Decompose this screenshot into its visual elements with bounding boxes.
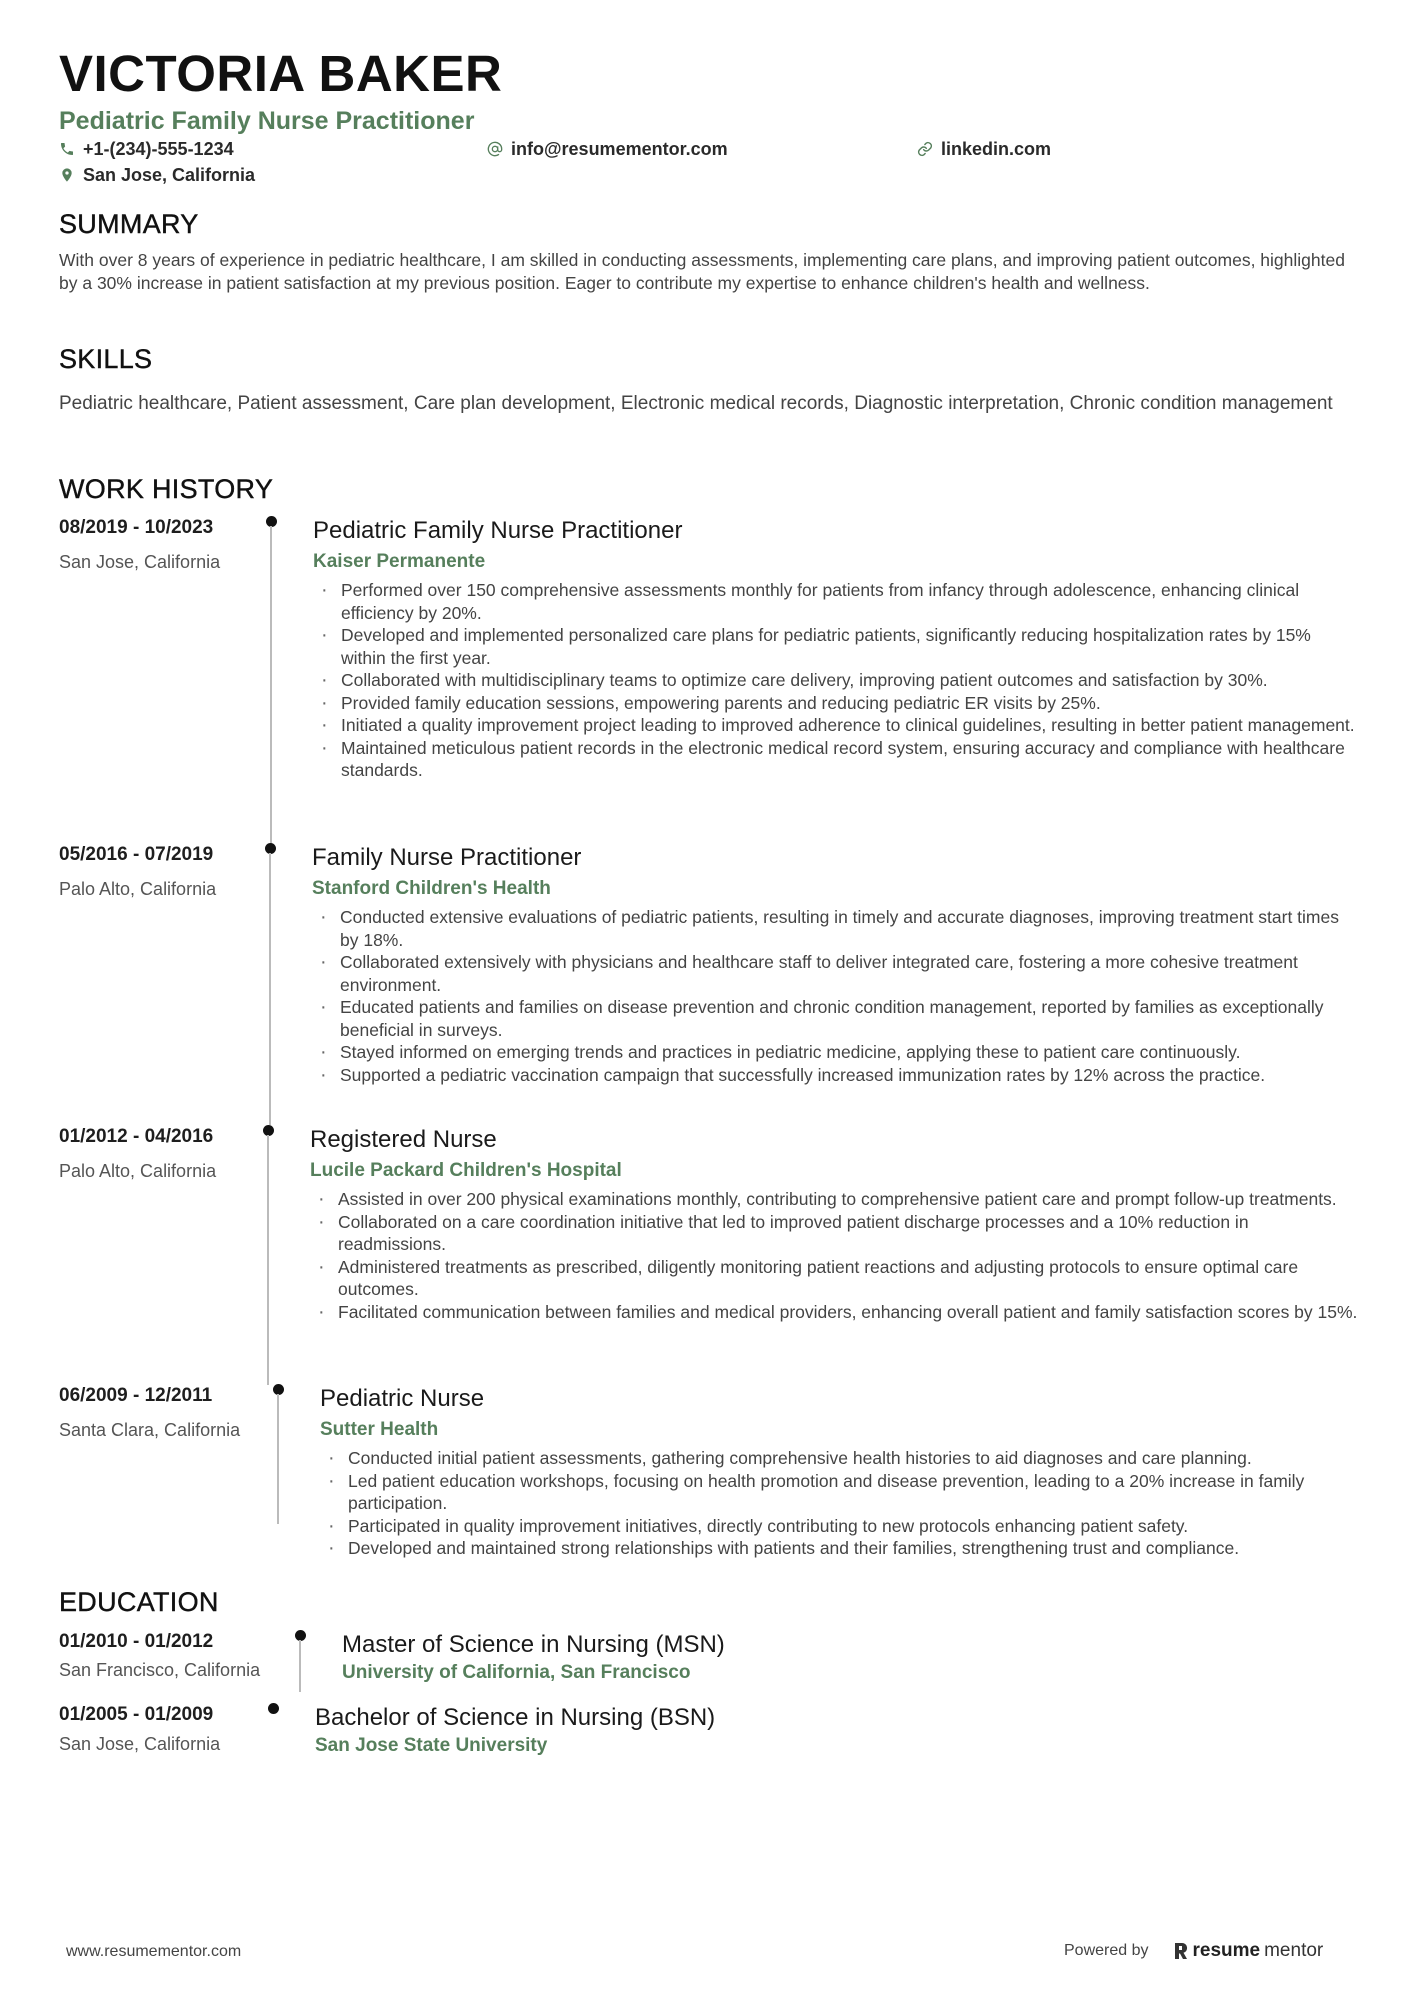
job-title: Pediatric Nurse [320,1385,485,1412]
contact-phone[interactable] [59,138,234,160]
candidate-name: VICTORIA BAKER [59,45,503,102]
company-name: Sutter Health [320,1419,439,1440]
powered-by-text: Powered by [1064,1942,1149,1959]
bullet-item: · Conducted initial patient assessments, gathering comprehensive health histories to aid diagnoses and care planning. [320,1447,1359,1470]
work-location: San Jose, California [59,552,221,572]
candidate-title: Pediatric Family Nurse Practitioner [59,107,475,135]
linkedin-text: linkedin.com [941,139,1052,159]
bullet-item: · Supported a pediatric vaccination campaign that successfully increased immunization rates by 12% across the practice. [312,1064,1359,1087]
education-heading: EDUCATION [59,1587,219,1617]
bullet-item: · Led patient education workshops, focusing on health promotion and disease prevention, leading to a 20% increase in family participation. [320,1470,1359,1515]
timeline-line [267,1135,269,1385]
education-dates: 01/2005 - 01/2009 [59,1704,214,1725]
summary-heading: SUMMARY [59,209,199,239]
job-title: Family Nurse Practitioner [312,844,582,871]
contact-linkedin[interactable] [917,138,1051,160]
timeline-line [270,526,272,846]
job-title: Pediatric Family Nurse Practitioner [313,517,683,544]
company-name: Lucile Packard Children's Hospital [310,1160,622,1181]
work-details [320,1384,1359,1560]
bullet-item: · Collaborated with multidisciplinary teams to optimize care delivery, improving patient outcomes and satisfaction by 30%. [313,669,1359,692]
work-entry [59,516,1359,836]
footer-branding [1064,1940,1323,1962]
summary-text: With over 8 years of experience in pediatric healthcare, I am skilled in conducting assessments, implementing care plans, and improving patient outcomes, highlighted by a 30% increase in patient satisfaction at my previous position. Eager to contribute my expertise to enhance children's health and wellness. [59,250,1345,293]
education-entry [59,1703,1359,1763]
education-details [315,1703,1359,1759]
location-text: San Jose, California [83,165,256,185]
work-dates: 01/2012 - 04/2016 [59,1126,214,1147]
company-name: Stanford Children's Health [312,878,551,899]
education-dates: 01/2010 - 01/2012 [59,1631,214,1652]
timeline-line [299,1640,301,1692]
education-location: San Francisco, California [59,1660,261,1680]
job-title: Registered Nurse [310,1126,497,1153]
work-location: Santa Clara, California [59,1420,241,1440]
contact-location [59,164,255,186]
education-location: San Jose, California [59,1734,221,1754]
education-details [342,1630,1359,1686]
company-name: Kaiser Permanente [313,551,486,572]
location-pin-icon [59,167,75,183]
bullet-item: · Conducted extensive evaluations of pediatric patients, resulting in timely and accurate diagnoses, improving treatment start times by 18%. [312,906,1359,951]
work-location: Palo Alto, California [59,879,217,899]
bullet-item: · Facilitated communication between families and medical providers, enhancing overall patient and family satisfaction scores by 15%. [310,1301,1359,1324]
timeline-dot [268,1703,279,1714]
work-details [313,516,1359,782]
job-bullets [320,1447,1359,1560]
bullet-item: · Collaborated extensively with physicians and healthcare staff to deliver integrated care, fostering a more cohesive treatment environment. [312,951,1359,996]
degree-title: Master of Science in Nursing (MSN) [342,1631,725,1658]
work-dates: 05/2016 - 07/2019 [59,844,214,865]
work-location: Palo Alto, California [59,1161,217,1181]
bullet-item: · Participated in quality improvement initiatives, directly contributing to new protocols enhancing patient safety. [320,1515,1359,1538]
degree-title: Bachelor of Science in Nursing (BSN) [315,1704,716,1731]
work-details [312,843,1359,1086]
job-bullets [312,906,1359,1086]
bullet-item: · Developed and implemented personalized care plans for pediatric patients, significantly reducing hospitalization rates by 15% within the first year. [313,624,1359,669]
timeline-line [277,1394,279,1524]
bullet-item: · Developed and maintained strong relationships with patients and their families, strengthening trust and compliance. [320,1537,1359,1560]
work-details [310,1125,1359,1323]
brand-light: mentor [1264,1940,1324,1961]
bullet-item: · Collaborated on a care coordination initiative that led to improved patient discharge processes and a 10% reduction in readmissions. [310,1211,1359,1256]
brand-bold: resume [1192,1940,1261,1961]
phone-text: +1-(234)-555-1234 [83,139,234,159]
resumementor-logo-icon [1173,1941,1189,1961]
work-dates: 08/2019 - 10/2023 [59,517,214,538]
bullet-item: · Educated patients and families on disease prevention and chronic condition management, reported by families as exceptionally beneficial in surveys. [312,996,1359,1041]
footer-website[interactable]: www.resumementor.com [66,1943,242,1960]
phone-icon [59,141,75,157]
bullet-item: · Maintained meticulous patient records in the electronic medical record system, ensuring accuracy and compliance with healthcare standards. [313,737,1359,782]
work-history-heading: WORK HISTORY [59,474,274,504]
bullet-item: · Provided family education sessions, empowering parents and reducing pediatric ER visits by 25%. [313,692,1359,715]
email-text: info@resumementor.com [511,139,728,159]
bullet-item: · Performed over 150 comprehensive assessments monthly for patients from infancy through adolescence, enhancing clinical efficiency by 20%. [313,579,1359,624]
contact-email[interactable] [487,138,728,160]
skills-heading: SKILLS [59,344,153,374]
job-bullets [310,1188,1359,1323]
school-name: San Jose State University [315,1735,548,1756]
work-entry [59,843,1359,1115]
at-icon [487,141,503,157]
work-dates: 06/2009 - 12/2011 [59,1385,213,1406]
bullet-item: · Initiated a quality improvement project leading to improved adherence to clinical guidelines, resulting in better patient management. [313,714,1359,737]
bullet-item: · Assisted in over 200 physical examinations monthly, contributing to comprehensive patient care and prompt follow-up treatments. [310,1188,1359,1211]
job-bullets [313,579,1359,782]
brand-logo[interactable] [1173,1940,1324,1962]
bullet-item: · Stayed informed on emerging trends and practices in pediatric medicine, applying these to patient care continuously. [312,1041,1359,1064]
work-entry [59,1125,1359,1375]
skills-text: Pediatric healthcare, Patient assessment, Care plan development, Electronic medical records, Diagnostic interpretation, Chronic condition management [59,393,1333,414]
work-entry [59,1384,1359,1558]
link-icon [917,141,933,157]
school-name: University of California, San Francisco [342,1662,691,1683]
bullet-item: · Administered treatments as prescribed, diligently monitoring patient reactions and adjusting protocols to ensure optimal care outcomes. [310,1256,1359,1301]
education-entry [59,1630,1359,1690]
timeline-line [269,853,271,1125]
